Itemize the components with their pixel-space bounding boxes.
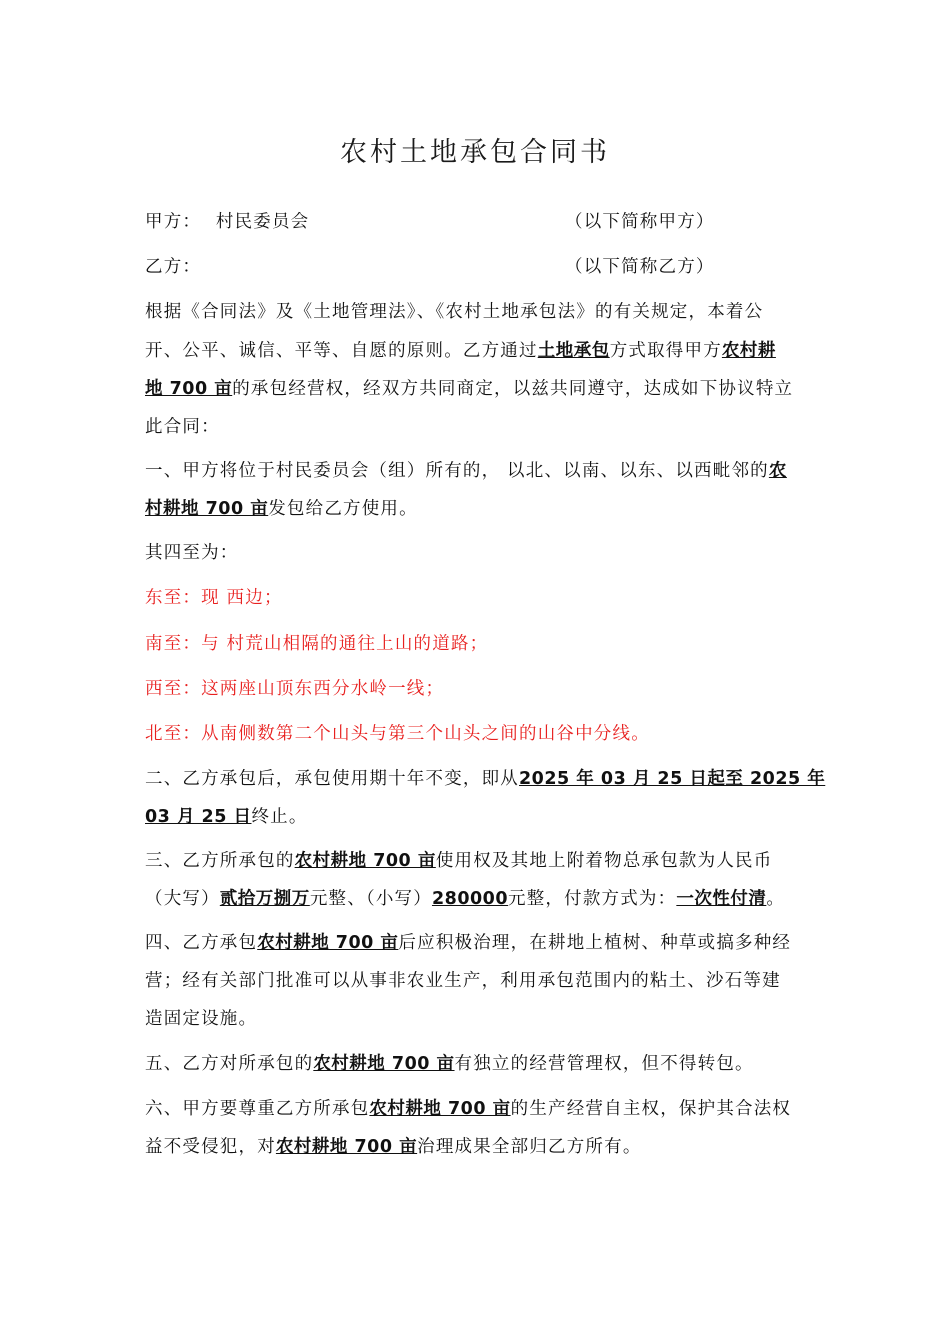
clause-land: 村耕地 700 亩 (145, 499, 269, 519)
preamble-line-3 (145, 377, 810, 401)
clause-4-line-1 (145, 931, 810, 955)
clause-6-line-2 (145, 1135, 810, 1159)
clause-4-line-3: 造固定设施。 (145, 1009, 258, 1029)
clause-5-line-1 (145, 1052, 810, 1076)
party-b-note: （以下简称乙方） (565, 257, 715, 277)
preamble-line-2 (145, 339, 810, 363)
bound-north: 北至：从南侧数第二个山头与第三个山头之间的山谷中分线。 (145, 724, 650, 744)
clause-term: 03 月 25 日 (145, 807, 252, 827)
clause-text: 元整，付款方式为： (508, 889, 677, 909)
document-title: 农村土地承包合同书 (340, 137, 610, 168)
clause-1-line-1 (145, 459, 810, 483)
clause-text: （大写） (145, 889, 220, 909)
clause-text: 治理成果全部归乙方所有。 (417, 1137, 642, 1157)
clause-3-line-2 (145, 887, 810, 911)
clause-3-line-1 (145, 849, 810, 873)
clause-6-line-1 (145, 1097, 810, 1121)
clause-text: 的生产经营自主权，保护其合法权 (510, 1099, 792, 1119)
clause-text: 一、甲方将位于村民委员会（组）所有的， 以北、以南、以东、以西毗邻的 (145, 461, 769, 481)
clause-2-line-1 (145, 767, 826, 791)
preamble-text: 方式取得甲方 (609, 341, 722, 361)
clause-term: 2025 年 03 月 25 日起至 2025 年 (519, 769, 826, 789)
amount-figures: 280000 (431, 889, 509, 909)
preamble-land: 农村耕 (721, 341, 776, 361)
clause-text: 使用权及其地上附着物总承包款为人民币 (435, 851, 773, 871)
preamble-method: 土地承包 (537, 341, 610, 361)
clause-land: 农村耕地 700 亩 (257, 933, 399, 953)
clause-text: 益不受侵犯，对 (145, 1137, 276, 1157)
bounds-intro: 其四至为： (145, 543, 239, 563)
clause-text: 有独立的经营管理权，但不得转包。 (454, 1054, 754, 1074)
clause-text: 。 (766, 889, 786, 909)
party-a-line (145, 210, 810, 234)
bound-east: 东至：现 西边； (145, 588, 283, 608)
clause-text: 三、乙方所承包的 (145, 851, 295, 871)
party-a-name: 村民委员会 (215, 212, 310, 232)
preamble-land: 地 700 亩 (145, 379, 233, 399)
clause-land: 农村耕地 700 亩 (275, 1137, 418, 1157)
clause-text: 四、乙方承包 (145, 933, 258, 953)
preamble-text: 的承包经营权，经双方共同商定，以兹共同遵守，达成如下协议特立 (232, 379, 794, 399)
clause-text: 发包给乙方使用。 (268, 499, 418, 519)
clause-1-line-2 (145, 497, 810, 521)
party-a-note: （以下简称甲方） (565, 212, 715, 232)
clause-land: 农村耕地 700 亩 (294, 851, 436, 871)
payment-method: 一次性付清 (676, 889, 767, 909)
clause-land: 农村耕地 700 亩 (313, 1054, 455, 1074)
preamble-text: 开、公平、诚信、平等、自愿的原则。乙方通过 (145, 341, 538, 361)
party-b-line (145, 255, 810, 279)
bound-south: 南至：与 村荒山相隔的通往上山的道路； (145, 634, 489, 654)
clause-text: 终止。 (251, 807, 308, 827)
clause-text: 五、乙方对所承包的 (145, 1054, 314, 1074)
party-a-label: 甲方： (145, 212, 202, 232)
preamble-line-4: 此合同： (145, 417, 220, 437)
clause-text: 后应积极治理，在耕地上植树、种草或搞多种经 (398, 933, 792, 953)
amount-words: 贰拾万捌万 (219, 889, 310, 909)
clause-land: 农 (768, 461, 787, 481)
clause-land: 农村耕地 700 亩 (369, 1099, 511, 1119)
clause-2-line-2 (145, 805, 810, 829)
clause-text: 二、乙方承包后，承包使用期十年不变，即从 (145, 769, 519, 789)
preamble-line-1: 根据《合同法》及《土地管理法》、《农村土地承包法》的有关规定，本着公 (145, 302, 764, 322)
clause-text: 元整、（小写） (309, 889, 432, 909)
clause-4-line-2: 营；经有关部门批准可以从事非农业生产，利用承包范围内的粘土、沙石等建 (145, 971, 781, 991)
party-b-label: 乙方： (145, 257, 202, 277)
clause-text: 六、甲方要尊重乙方所承包 (145, 1099, 370, 1119)
bound-west: 西至：这两座山顶东西分水岭一线； (145, 679, 445, 699)
